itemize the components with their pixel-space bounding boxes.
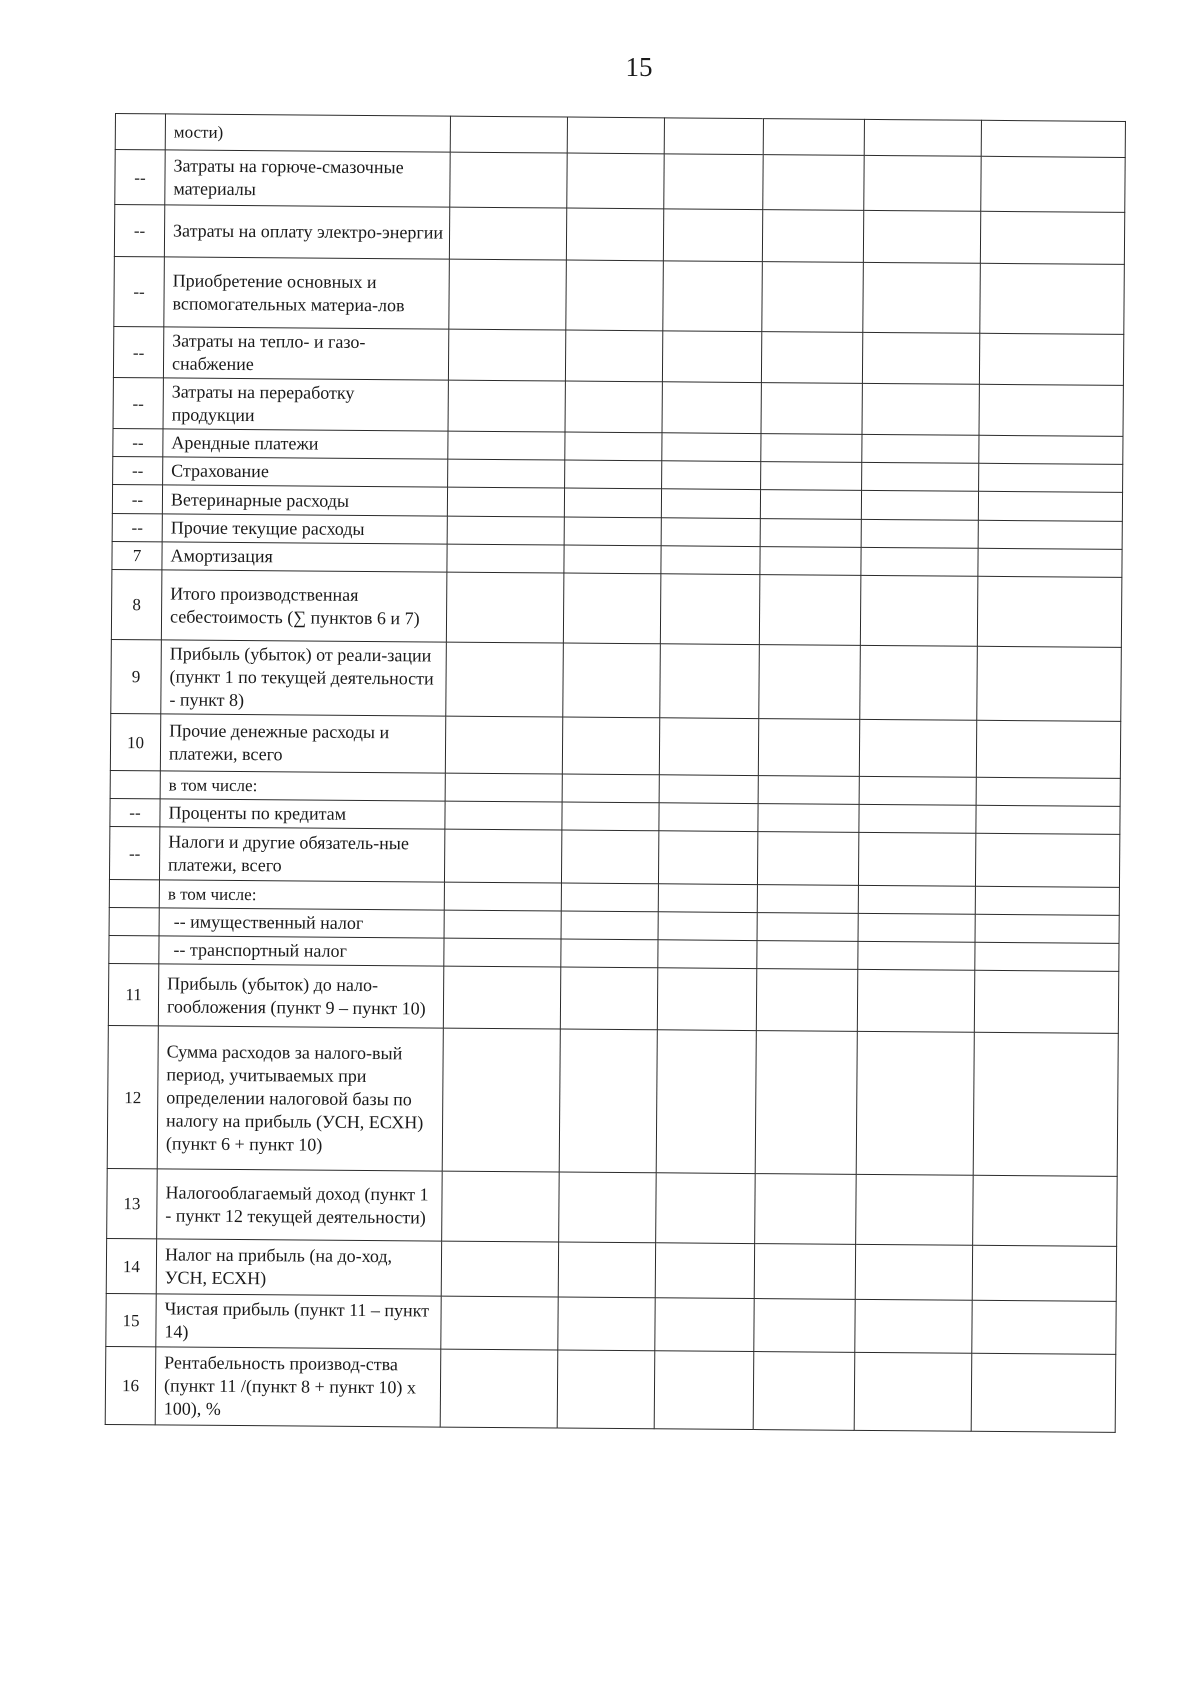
value-cell: [859, 719, 976, 777]
value-cell: [973, 1032, 1118, 1176]
value-cell: [976, 720, 1120, 778]
value-cell: [763, 119, 864, 156]
table-row: [114, 256, 1125, 334]
value-cell: [656, 1030, 756, 1174]
value-cell: [757, 913, 858, 942]
row-label: -- транспортный налог: [159, 936, 444, 966]
value-cell: [563, 643, 661, 718]
value-cell: [662, 331, 761, 383]
value-cell: [863, 210, 980, 263]
value-cell: [446, 572, 564, 643]
value-cell: [445, 773, 562, 802]
table-row: [110, 713, 1120, 778]
row-number: 8: [111, 569, 162, 639]
value-cell: [975, 886, 1119, 915]
row-label: Амортизация: [162, 542, 447, 572]
value-cell: [567, 117, 664, 154]
value-cell: [861, 519, 978, 548]
value-cell: [856, 1174, 974, 1245]
value-cell: [564, 488, 661, 518]
row-label: Прочие денежные расходы и платежи, всего: [160, 714, 445, 773]
value-cell: [444, 882, 561, 911]
value-cell: [981, 120, 1125, 157]
row-number: --: [112, 513, 162, 541]
table-row: [115, 150, 1125, 213]
value-cell: [448, 329, 565, 381]
value-cell: [981, 156, 1125, 212]
table-row: [106, 1293, 1116, 1354]
table-row: [107, 1168, 1118, 1246]
row-label: Рентабельность производ-ства (пункт 11 /(пункт 8 + пункт 10) x 100), %: [155, 1347, 441, 1427]
row-number: 15: [106, 1293, 156, 1346]
value-cell: [447, 487, 564, 517]
value-cell: [443, 966, 560, 1029]
row-label: Прибыль (убыток) до нало-гообложения (пункт 9 – пункт 10): [158, 964, 443, 1028]
value-cell: [862, 462, 979, 491]
value-cell: [858, 885, 975, 914]
value-cell: [754, 1244, 855, 1300]
value-cell: [762, 210, 863, 263]
value-cell: [659, 775, 758, 804]
value-cell: [859, 804, 976, 833]
value-cell: [758, 804, 859, 833]
row-label: Прибыль (убыток) от реали-зации (пункт 1 по текущей деятельности - пункт 8): [161, 640, 447, 716]
table-row: [105, 1346, 1116, 1432]
value-cell: [660, 574, 760, 645]
value-cell: [659, 718, 758, 776]
row-label: Налог на прибыль (на до-ход, УСН, ЕСХН): [156, 1239, 441, 1296]
value-cell: [862, 383, 979, 435]
value-cell: [444, 938, 561, 967]
value-cell: [659, 803, 758, 832]
value-cell: [975, 833, 1119, 887]
row-number: [110, 770, 160, 798]
value-cell: [660, 644, 760, 719]
value-cell: [759, 645, 861, 720]
row-label: Проценты по кредитам: [160, 799, 445, 829]
value-cell: [448, 380, 565, 432]
value-cell: [662, 461, 761, 490]
value-cell: [855, 1244, 972, 1300]
value-cell: [979, 384, 1123, 436]
value-cell: [979, 463, 1123, 492]
value-cell: [561, 830, 658, 884]
value-cell: [972, 1300, 1116, 1354]
value-cell: [753, 1352, 855, 1431]
value-cell: [561, 883, 658, 912]
value-cell: [566, 260, 664, 331]
value-cell: [657, 968, 756, 1031]
table-row: [113, 377, 1123, 436]
value-cell: [755, 1174, 857, 1245]
row-number: 11: [108, 963, 158, 1025]
row-label: в том числе:: [159, 880, 444, 910]
value-cell: [974, 970, 1118, 1033]
table-row: [114, 205, 1124, 265]
value-cell: [559, 1029, 657, 1173]
value-cell: [444, 910, 561, 939]
value-cell: [857, 969, 974, 1032]
value-cell: [756, 969, 857, 1032]
value-cell: [562, 774, 659, 803]
value-cell: [559, 1172, 657, 1243]
value-cell: [664, 154, 763, 210]
row-label: Налогооблагаемый доход (пункт 1 - пункт 12 текущей деятельности): [157, 1169, 443, 1241]
value-cell: [661, 489, 760, 519]
row-label: Затраты на тепло- и газо-снабжение: [163, 327, 448, 380]
value-cell: [447, 544, 564, 573]
row-number: 7: [112, 541, 162, 569]
value-cell: [445, 716, 562, 774]
row-number: [115, 114, 165, 150]
value-cell: [565, 432, 662, 461]
row-number: [109, 879, 159, 907]
row-label: Арендные платежи: [163, 429, 448, 459]
row-number: 12: [107, 1025, 158, 1168]
value-cell: [558, 1242, 655, 1298]
value-cell: [860, 575, 978, 646]
value-cell: [760, 547, 861, 576]
value-cell: [856, 1031, 974, 1175]
value-cell: [864, 155, 981, 211]
value-cell: [561, 911, 658, 940]
row-number: --: [110, 798, 160, 826]
value-cell: [562, 802, 659, 831]
row-label: в том числе:: [160, 771, 445, 801]
value-cell: [447, 516, 564, 545]
value-cell: [565, 330, 662, 382]
value-cell: [663, 261, 763, 332]
value-cell: [561, 939, 658, 968]
table-row: [108, 963, 1118, 1033]
row-number: --: [113, 428, 163, 456]
value-cell: [449, 259, 567, 330]
value-cell: [862, 332, 979, 384]
value-cell: [978, 491, 1122, 521]
value-cell: [662, 433, 761, 462]
value-cell: [440, 1349, 558, 1428]
row-number: 10: [110, 713, 160, 770]
table-row: [106, 1238, 1116, 1301]
value-cell: [761, 434, 862, 463]
value-cell: [564, 517, 661, 546]
value-cell: [975, 942, 1119, 971]
value-cell: [971, 1353, 1116, 1432]
row-number: --: [115, 150, 165, 205]
row-number: --: [113, 456, 163, 484]
value-cell: [977, 646, 1122, 721]
row-number: 13: [107, 1168, 158, 1238]
row-number: --: [113, 377, 163, 428]
value-cell: [855, 1299, 972, 1353]
row-label: Налоги и другие обязатель-ные платежи, всего: [159, 827, 444, 882]
value-cell: [446, 642, 564, 717]
value-cell: [760, 519, 861, 548]
value-cell: [655, 1298, 754, 1352]
value-cell: [761, 383, 862, 435]
table-row: [111, 569, 1122, 647]
value-cell: [973, 1175, 1118, 1246]
table-row: [109, 826, 1119, 887]
value-cell: [450, 152, 567, 208]
value-cell: [658, 912, 757, 941]
value-cell: [754, 1299, 855, 1353]
value-cell: [861, 547, 978, 576]
value-cell: [761, 462, 862, 491]
value-cell: [861, 490, 978, 520]
value-cell: [757, 885, 858, 914]
value-cell: [448, 431, 565, 460]
row-label: Итого производственная себестоимость (∑ пунктов 6 и 7): [161, 570, 447, 642]
value-cell: [862, 434, 979, 463]
value-cell: [762, 262, 864, 333]
value-cell: [442, 1028, 560, 1172]
value-cell: [661, 546, 760, 575]
row-label: мости): [165, 114, 450, 152]
value-cell: [664, 118, 763, 155]
value-cell: [441, 1241, 558, 1297]
value-cell: [759, 575, 861, 646]
value-cell: [658, 831, 757, 885]
value-cell: [758, 776, 859, 805]
row-number: 16: [105, 1346, 156, 1424]
value-cell: [441, 1296, 558, 1350]
value-cell: [979, 435, 1123, 464]
row-label: Затраты на переработку продукции: [163, 378, 448, 431]
value-cell: [978, 520, 1122, 549]
value-cell: [757, 832, 858, 886]
table-row: [111, 639, 1122, 721]
value-cell: [658, 940, 757, 969]
value-cell: [444, 829, 561, 883]
row-label: Затраты на горюче-смазочные материалы: [165, 150, 450, 207]
value-cell: [448, 459, 565, 488]
value-cell: [656, 1173, 756, 1244]
value-cell: [858, 941, 975, 970]
page-number: 15: [625, 52, 653, 82]
row-number: [109, 907, 159, 935]
value-cell: [663, 209, 762, 262]
value-cell: [658, 884, 757, 913]
value-cell: [557, 1350, 655, 1429]
row-label: Затраты на оплату электро-энергии: [164, 205, 449, 259]
value-cell: [859, 776, 976, 805]
row-label: Приобретение основных и вспомогательных материа-лов: [164, 257, 450, 329]
value-cell: [654, 1351, 754, 1430]
row-label: Сумма расходов за налого-вый период, учитываемых при определении налоговой базы по налогу на прибыль (УСН, ЕСХН) (пункт 6 + пункт 10): [157, 1026, 443, 1171]
value-cell: [977, 576, 1122, 647]
row-label: Прочие текущие расходы: [162, 514, 447, 544]
value-cell: [979, 333, 1123, 385]
value-cell: [566, 208, 663, 261]
value-cell: [445, 801, 562, 830]
value-cell: [978, 548, 1122, 577]
value-cell: [975, 914, 1119, 943]
table-row: [113, 326, 1123, 385]
value-cell: [854, 1352, 972, 1431]
value-cell: [976, 805, 1120, 834]
value-cell: [564, 545, 661, 574]
value-cell: [760, 490, 861, 520]
value-cell: [565, 381, 662, 433]
value-cell: [442, 1171, 560, 1242]
row-number: --: [112, 484, 162, 513]
row-label: Ветеринарные расходы: [162, 485, 447, 516]
value-cell: [976, 777, 1120, 806]
value-cell: [863, 262, 981, 333]
value-cell: [562, 717, 659, 775]
row-number: [109, 935, 159, 963]
value-cell: [655, 1243, 754, 1299]
row-number: --: [113, 326, 163, 377]
value-cell: [755, 1031, 857, 1175]
value-cell: [661, 518, 760, 547]
row-label: Страхование: [163, 457, 448, 487]
row-number: --: [109, 826, 159, 879]
row-number: --: [114, 205, 164, 257]
value-cell: [761, 332, 862, 384]
value-cell: [450, 116, 567, 153]
row-number: --: [114, 256, 165, 326]
value-cell: [567, 153, 664, 209]
row-label: Чистая прибыль (пункт 11 – пункт 14): [156, 1294, 441, 1349]
value-cell: [558, 1297, 655, 1351]
value-cell: [563, 573, 661, 644]
value-cell: [864, 119, 981, 156]
value-cell: [757, 941, 858, 970]
value-cell: [858, 913, 975, 942]
value-cell: [763, 155, 864, 211]
value-cell: [860, 645, 978, 720]
value-cell: [972, 1245, 1116, 1301]
value-cell: [980, 211, 1124, 264]
financial-table: [105, 113, 1126, 1433]
row-number: 14: [106, 1238, 156, 1293]
value-cell: [662, 382, 761, 434]
row-number: 9: [111, 639, 162, 713]
table-row: [107, 1025, 1118, 1176]
value-cell: [858, 832, 975, 886]
value-cell: [560, 967, 657, 1030]
value-cell: [565, 460, 662, 489]
value-cell: [980, 263, 1125, 334]
row-label: -- имущественный налог: [159, 908, 444, 938]
value-cell: [449, 207, 566, 260]
value-cell: [758, 719, 859, 777]
